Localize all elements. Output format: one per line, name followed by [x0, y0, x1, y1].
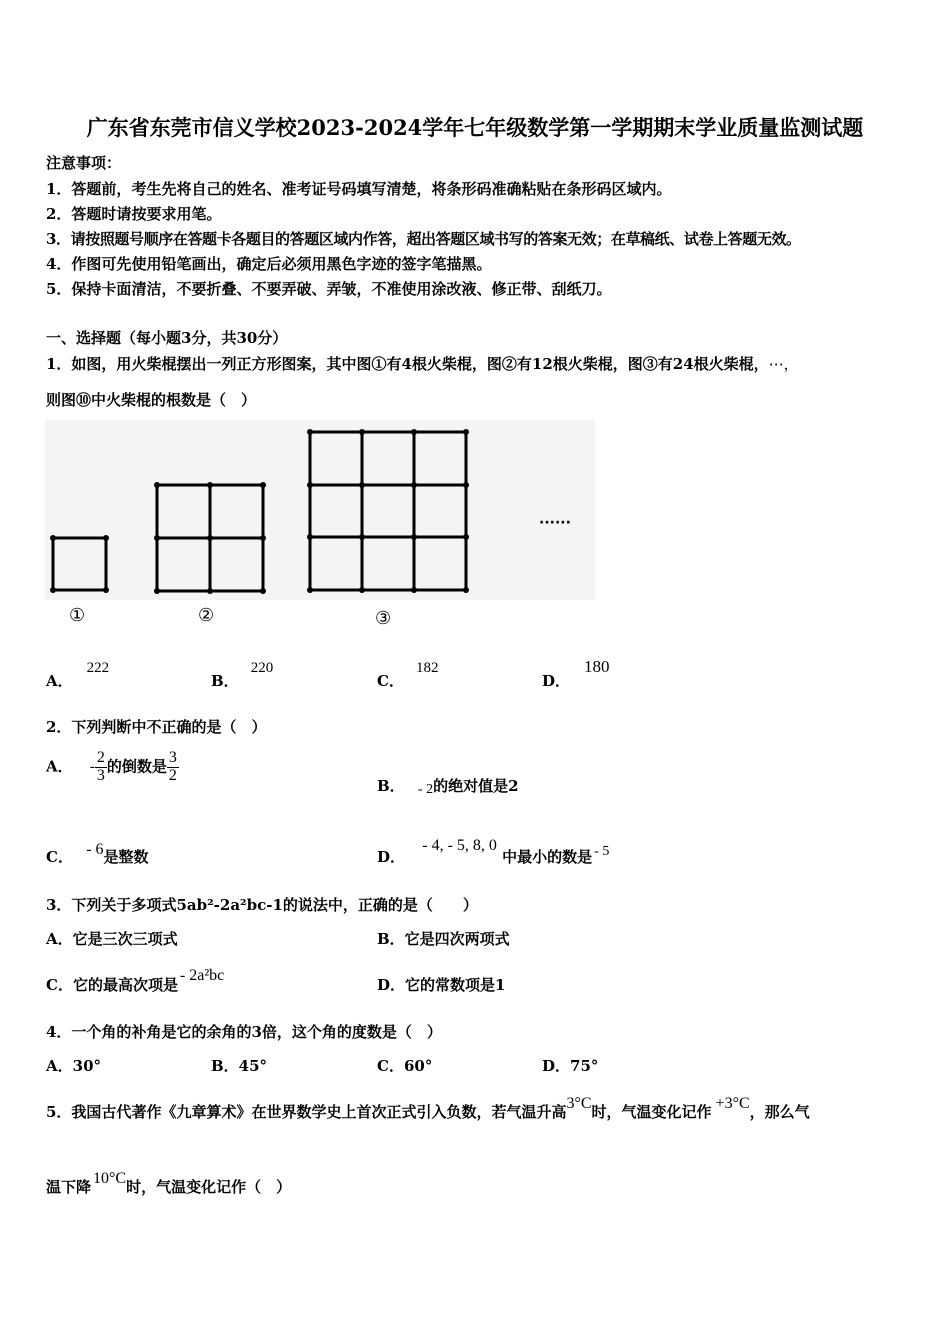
q1-ellipsis: ⋯，	[768, 357, 799, 373]
option-label: C．	[377, 672, 404, 690]
q5-text: 时，气温变化记作（ ）	[126, 1178, 292, 1196]
fraction: $\frac{2}{3}$	[96, 749, 105, 784]
q1-option-d	[542, 657, 610, 691]
q5-text: ，那么气	[749, 1103, 810, 1121]
q1-text	[46, 353, 799, 374]
option-text: 的绝对值是2	[433, 777, 519, 795]
q4-option-b: B．45°	[211, 1057, 268, 1075]
figure-2-label: ②	[198, 605, 215, 626]
notice-item: 2．答题时请按要求用笔。	[46, 205, 222, 223]
math-expr: - 5	[594, 844, 610, 859]
notice-heading: 注意事项：	[46, 154, 122, 172]
q3-option-b: B．它是四次两项式	[377, 930, 510, 948]
figure-3-label: ③	[375, 608, 392, 629]
option-label: A．	[46, 757, 73, 776]
q2-option-b	[377, 775, 519, 796]
option-label: B．	[211, 672, 239, 690]
option-value: 222	[86, 660, 110, 676]
notice-item: 3．请按照题号顺序在答题卡各题目的答题区域内作答，超出答题区域书写的答案无效；在草稿纸、试卷上答题无效。	[46, 230, 801, 248]
fraction: $\frac{3}{2}$	[168, 749, 177, 784]
notice-item: 4．作图可先使用铅笔画出，确定后必须用黑色字迹的签字笔描黑。	[46, 255, 492, 273]
q1-option-c	[377, 660, 439, 691]
q4-option-d: D．75°	[542, 1057, 599, 1075]
minus-sign: -	[89, 759, 95, 776]
q2-option-c	[46, 841, 149, 867]
math-expr: - 4, - 5, 8, 0	[422, 837, 497, 854]
option-text: 中最小的数是	[502, 848, 593, 866]
math-expr: - 2a²bc	[179, 967, 225, 984]
q3-option-d: D．它的常数项是1	[377, 976, 506, 994]
option-label: D．	[542, 672, 571, 690]
option-value: 220	[250, 660, 274, 676]
q5-text: 5．我国古代著作《九章算术》在世界数学史上首次正式引入负数，若气温升高	[46, 1103, 567, 1121]
q1-text-2: 则图⑩中火柴棍的根数是（ ）	[46, 391, 257, 409]
option-value: 182	[415, 660, 439, 676]
option-label: B．	[377, 777, 405, 795]
math-expr: - 2	[417, 782, 434, 797]
option-label: A．	[46, 672, 73, 690]
option-label: D．	[377, 848, 406, 866]
figure-background	[45, 420, 595, 600]
q1-text-main: 1．如图，用火柴棍摆出一列正方形图案，其中图①有4根火柴棍，图②有12根火柴棍，图③有24根火柴棍，	[46, 355, 769, 373]
math-expr: 3°C	[566, 1095, 592, 1112]
q4-text: 4．一个角的补角是它的余角的3倍，这个角的度数是（ ）	[46, 1023, 442, 1041]
option-text: C．它的最高次项是	[46, 976, 178, 994]
option-value: 180	[584, 657, 610, 676]
q1-figure	[45, 420, 595, 635]
notice-item: 5．保持卡面清洁，不要折叠、不要弄破、弄皱，不准使用涂改液、修正带、刮纸刀。	[46, 280, 612, 298]
q3-text: 3．下列关于多项式5ab²-2a²bc-1的说法中，正确的是（ ）	[46, 896, 478, 914]
figure-1-label: ①	[69, 605, 86, 626]
q5-text-1	[46, 1095, 810, 1122]
math-expr: +3°C	[715, 1095, 750, 1112]
page-title: 广东省东莞市信义学校2023-2024学年七年级数学第一学期期末学业质量监测试题	[86, 115, 864, 140]
q3-option-c	[46, 967, 225, 995]
q2-text: 2．下列判断中不正确的是（ ）	[46, 718, 267, 736]
section-heading: 一、选择题（每小题3分，共30分）	[46, 329, 288, 347]
q2-option-a	[46, 750, 179, 785]
q1-option-b	[211, 660, 274, 691]
q1-option-a	[46, 660, 110, 691]
notice-item: 1．答题前，考生先将自己的姓名、准考证号码填写清楚，将条形码准确粘贴在条形码区域内。	[46, 180, 672, 198]
matchstick-figure	[45, 420, 595, 635]
q5-text: 时，气温变化记作	[591, 1103, 712, 1121]
math-expr: 10°C	[93, 1170, 127, 1187]
option-text: 是整数	[103, 848, 149, 866]
option-label: C．	[46, 848, 73, 866]
q3-option-a: A．它是三次三项式	[46, 930, 178, 948]
math-expr: - 6	[86, 841, 104, 858]
figure-dots: ······	[539, 515, 571, 531]
option-text: 的倒数是	[106, 757, 167, 776]
q4-option-a: A．30°	[46, 1057, 102, 1075]
q5-text-2	[46, 1170, 292, 1197]
q5-text: 温下降	[46, 1178, 92, 1196]
q2-option-d	[377, 837, 610, 867]
q4-option-c: C．60°	[377, 1057, 433, 1075]
